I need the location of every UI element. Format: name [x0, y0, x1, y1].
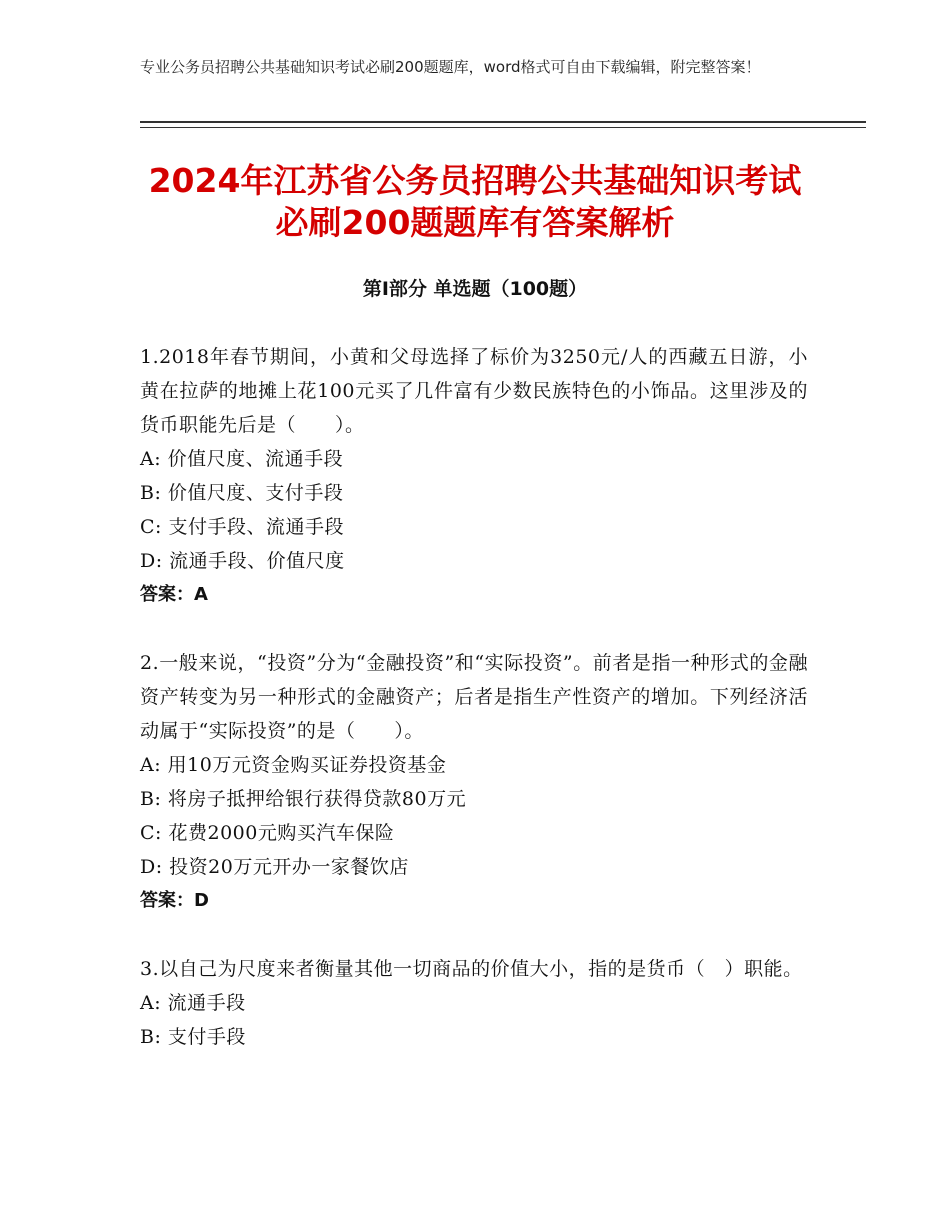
option-b: B: 支付手段: [140, 1026, 246, 1048]
question-1: [140, 340, 808, 612]
question-stem: 2.一般来说，“投资”分为“金融投资”和“实际投资”。前者是指一种形式的金融资产转变为另一种形式的金融资产；后者是指生产性资产的增加。下列经济活动属于“实际投资”的是（ ）。: [140, 652, 808, 742]
option-a: A: 流通手段: [140, 992, 246, 1014]
option-d: D: 投资20万元开办一家餐饮店: [140, 856, 409, 878]
option-a: A: 价值尺度、流通手段: [140, 448, 344, 470]
question-2: [140, 646, 808, 918]
document-title-line-2: 必刷200题题库有答案解析: [275, 203, 675, 242]
header-note: 专业公务员招聘公共基础知识考试必刷200题题库，word格式可自由下载编辑，附完整答案！: [140, 58, 761, 76]
header-divider: [140, 121, 866, 128]
question-3: [140, 952, 808, 1054]
document-title: [100, 160, 850, 244]
question-list: [140, 340, 808, 1088]
option-c: C: 支付手段、流通手段: [140, 516, 344, 538]
section-heading: 第Ⅰ部分 单选题（100题）: [362, 278, 588, 300]
answer: 答案：A: [140, 584, 208, 605]
option-d: D: 流通手段、价值尺度: [140, 550, 345, 572]
option-c: C: 花费2000元购买汽车保险: [140, 822, 395, 844]
document-title-line-1: 2024年江苏省公务员招聘公共基础知识考试: [148, 161, 802, 200]
option-b: B: 将房子抵押给银行获得贷款80万元: [140, 788, 467, 810]
answer: 答案：D: [140, 890, 209, 911]
question-stem: 3.以自己为尺度来者衡量其他一切商品的价值大小，指的是货币（ ）职能。: [140, 958, 803, 980]
question-stem: 1.2018年春节期间，小黄和父母选择了标价为3250元/人的西藏五日游，小黄在拉萨的地摊上花100元买了几件富有少数民族特色的小饰品。这里涉及的货币职能先后是（ ）。: [140, 346, 808, 436]
option-b: B: 价值尺度、支付手段: [140, 482, 344, 504]
option-a: A: 用10万元资金购买证券投资基金: [140, 754, 447, 776]
